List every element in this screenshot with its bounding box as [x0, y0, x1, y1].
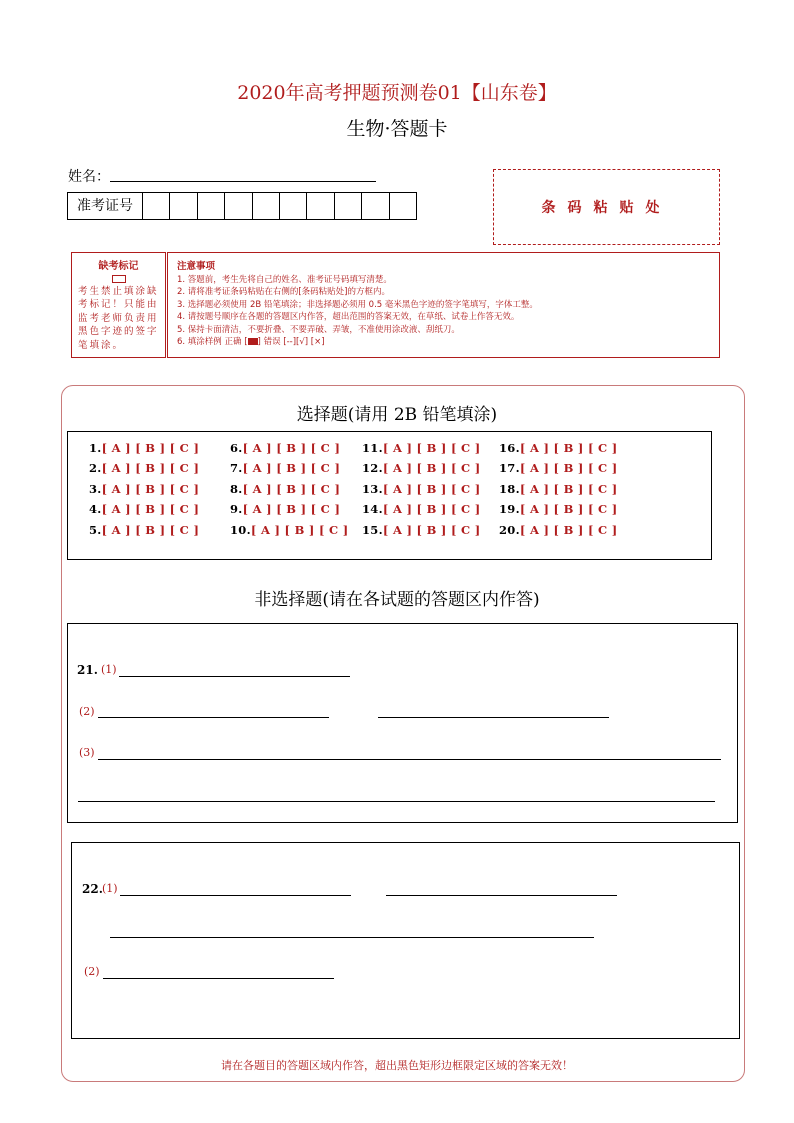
note-item: 3. 选择题必须使用 2B 铅笔填涂；非选择题必须用 0.5 毫米黑色字迹的签字笔填写，字体工整。 — [177, 299, 538, 310]
choice-options[interactable]: [ A ] [ B ] [ C ] — [382, 461, 481, 475]
choice-options[interactable]: [ A ] [ B ] [ C ] — [382, 523, 481, 537]
page-title: 2020年高考押题预测卷01【山东卷】 — [237, 82, 557, 104]
choice-question-number: 17. — [499, 461, 520, 475]
choice-question-number: 10. — [230, 523, 251, 537]
page-subtitle: 生物·答题卡 — [346, 118, 448, 140]
choice-question-number: 12. — [362, 461, 383, 475]
choice-question[interactable] — [499, 502, 618, 516]
choice-question-number: 7. — [230, 461, 243, 475]
answer-line[interactable] — [98, 759, 721, 760]
choice-question-number: 9. — [230, 502, 243, 516]
name-label: 姓名： — [68, 169, 110, 185]
choice-options[interactable]: [ A ] [ B ] [ C ] — [250, 523, 349, 537]
choice-answer-box — [67, 431, 712, 560]
choice-options[interactable]: [ A ] [ B ] [ C ] — [242, 461, 341, 475]
choice-options[interactable]: [ A ] [ B ] [ C ] — [519, 502, 618, 516]
barcode-area — [493, 169, 720, 245]
exam-id-field[interactable] — [67, 192, 417, 220]
exam-id-cell[interactable] — [307, 193, 334, 219]
choice-question-number: 13. — [362, 482, 383, 496]
answer-line[interactable] — [120, 895, 351, 896]
choice-question[interactable] — [230, 461, 340, 475]
note-item: 1. 答题前，考生先将自己的姓名、准考证号码填写清楚。 — [177, 275, 392, 285]
choice-options[interactable]: [ A ] [ B ] [ C ] — [519, 523, 618, 537]
absent-mark-title: 缺考标记 — [98, 261, 139, 272]
choice-options[interactable]: [ A ] [ B ] [ C ] — [519, 482, 618, 496]
choice-question[interactable] — [499, 482, 618, 496]
choice-question[interactable] — [230, 482, 340, 496]
absent-mark-box — [71, 252, 166, 358]
exam-id-cell[interactable] — [280, 193, 307, 219]
answer-line[interactable] — [110, 937, 594, 938]
choice-options[interactable]: [ A ] [ B ] [ C ] — [242, 482, 341, 496]
answer-line[interactable] — [378, 717, 609, 718]
choice-question[interactable] — [499, 461, 618, 475]
choice-question[interactable] — [230, 523, 349, 537]
choice-options[interactable]: [ A ] [ B ] [ C ] — [382, 502, 481, 516]
exam-id-label: 准考证号 — [68, 193, 143, 219]
choice-options[interactable]: [ A ] [ B ] [ C ] — [101, 482, 200, 496]
choice-question[interactable] — [89, 523, 199, 537]
notes-title: 注意事项 — [177, 261, 216, 272]
choice-question[interactable] — [230, 502, 340, 516]
choice-question[interactable] — [362, 502, 481, 516]
question-21-sub1: (1) — [101, 663, 117, 676]
choice-question[interactable] — [89, 482, 199, 496]
answer-line[interactable] — [386, 895, 617, 896]
choice-question-number: 15. — [362, 523, 383, 537]
choice-options[interactable]: [ A ] [ B ] [ C ] — [101, 461, 200, 475]
exam-id-cell[interactable] — [335, 193, 362, 219]
choice-question[interactable] — [499, 523, 618, 537]
choice-question-number: 5. — [89, 523, 102, 537]
choice-question-number: 2. — [89, 461, 102, 475]
answer-line[interactable] — [103, 978, 334, 979]
choice-question[interactable] — [89, 502, 199, 516]
exam-id-cell[interactable] — [143, 193, 170, 219]
choice-question-number: 20. — [499, 523, 520, 537]
choice-question-number: 18. — [499, 482, 520, 496]
choice-options[interactable]: [ A ] [ B ] [ C ] — [101, 441, 200, 455]
exam-id-cell[interactable] — [225, 193, 252, 219]
sample-prefix: 6. 填涂样例 正确 [ — [177, 337, 248, 348]
choice-question-number: 4. — [89, 502, 102, 516]
sample-wrong: --][√] [×] — [286, 337, 325, 348]
answer-line[interactable] — [78, 801, 715, 802]
choice-question[interactable] — [230, 441, 340, 455]
choice-options[interactable]: [ A ] [ B ] [ C ] — [101, 523, 200, 537]
exam-id-cell[interactable] — [362, 193, 389, 219]
choice-options[interactable]: [ A ] [ B ] [ C ] — [519, 461, 618, 475]
choice-question-number: 8. — [230, 482, 243, 496]
choice-question[interactable] — [499, 441, 618, 455]
choice-options[interactable]: [ A ] [ B ] [ C ] — [101, 502, 200, 516]
question-22-number: 22. — [82, 882, 103, 896]
choice-question-number: 3. — [89, 482, 102, 496]
nonchoice-heading: 非选择题(请在各试题的答题区内作答) — [254, 590, 540, 610]
choice-question[interactable] — [362, 461, 481, 475]
absent-mark-text: 考生禁止填涂缺考标记！只能由监考老师负责用黑色字迹的签字笔填涂。 — [78, 286, 159, 351]
answer-line[interactable] — [98, 717, 329, 718]
choice-question-number: 19. — [499, 502, 520, 516]
question-21-sub2: (2) — [79, 705, 95, 718]
answer-line[interactable] — [119, 676, 350, 677]
question-22-box — [71, 842, 740, 1039]
note-item: 5. 保持卡面清洁，不要折叠、不要弄破、弄皱，不准使用涂改液、刮纸刀。 — [177, 324, 460, 335]
choice-question[interactable] — [362, 523, 481, 537]
question-21-box — [67, 623, 738, 823]
choice-question[interactable] — [362, 441, 481, 455]
choice-question-number: 1. — [89, 441, 102, 455]
notes-box — [167, 252, 720, 358]
note-sample — [177, 336, 710, 348]
footer-warning: 请在各题目的答题区域内作答，超出黑色矩形边框限定区域的答案无效！ — [221, 1059, 573, 1072]
absent-mark-checkbox[interactable] — [112, 275, 126, 283]
choice-options[interactable]: [ A ] [ B ] [ C ] — [382, 441, 481, 455]
exam-id-cell[interactable] — [390, 193, 416, 219]
choice-question-number: 11. — [362, 441, 383, 455]
choice-options[interactable]: [ A ] [ B ] [ C ] — [519, 441, 618, 455]
choice-question[interactable] — [89, 461, 199, 475]
note-item: 4. 请按题号顺序在各题的答题区内作答，超出范围的答案无效，在草纸、试卷上作答无效。 — [177, 312, 520, 323]
choice-heading: 选择题(请用 2B 铅笔填涂) — [296, 405, 498, 425]
choice-question[interactable] — [89, 441, 199, 455]
name-field[interactable] — [110, 181, 376, 182]
choice-question-number: 14. — [362, 502, 383, 516]
sample-correct-mark — [248, 338, 258, 345]
note-item: 2. 请将准考证条码粘贴在右侧的[条码粘贴处]的方框内。 — [177, 287, 390, 298]
question-21-number: 21. — [77, 663, 98, 677]
choice-options[interactable]: [ A ] [ B ] [ C ] — [382, 482, 481, 496]
choice-question-number: 16. — [499, 441, 520, 455]
question-22-sub2: (2) — [84, 965, 100, 978]
choice-options[interactable]: [ A ] [ B ] [ C ] — [242, 502, 341, 516]
exam-id-cell[interactable] — [198, 193, 225, 219]
question-22-sub1: (1) — [102, 882, 118, 895]
sample-mid: ] 错误 [ — [257, 337, 287, 348]
choice-question[interactable] — [362, 482, 481, 496]
exam-id-cell[interactable] — [253, 193, 280, 219]
question-21-sub3: (3) — [79, 746, 95, 759]
choice-question-number: 6. — [230, 441, 243, 455]
exam-id-cell[interactable] — [170, 193, 197, 219]
barcode-label: 条码粘贴处 — [541, 200, 672, 216]
choice-options[interactable]: [ A ] [ B ] [ C ] — [242, 441, 341, 455]
